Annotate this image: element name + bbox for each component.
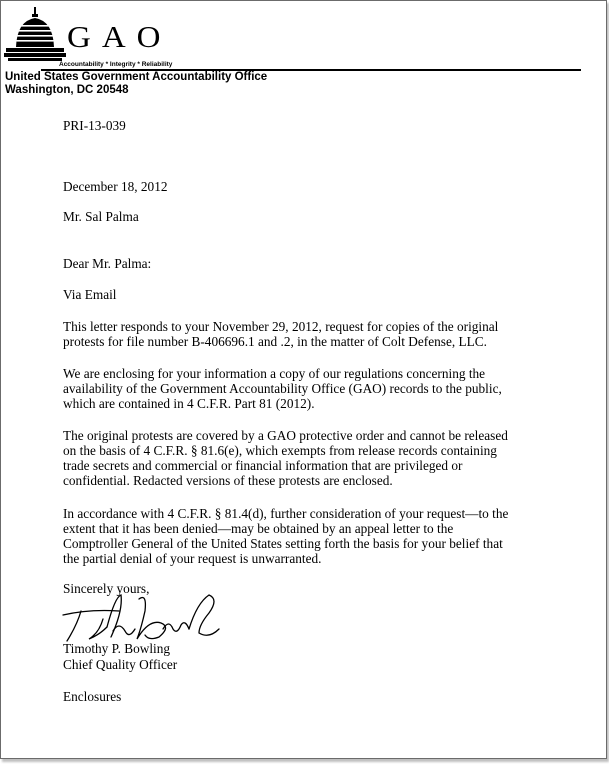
reference-number: PRI-13-039	[63, 118, 126, 133]
paragraph-line: Comptroller General of the United States setting forth the basis for your belief that	[63, 536, 503, 551]
salutation: Dear Mr. Palma:	[63, 256, 152, 271]
agency-address: Washington, DC 20548	[5, 84, 129, 96]
paragraph-line: The original protests are covered by a GAO protective order and cannot be released	[63, 428, 508, 443]
agency-name: United States Government Accountability Office	[5, 71, 268, 83]
paragraph-line: the partial denial of your request is unwarranted.	[63, 551, 322, 566]
signer-name: Timothy P. Bowling	[63, 641, 171, 656]
signer-title: Chief Quality Officer	[63, 657, 178, 672]
handwritten-signature	[59, 589, 229, 649]
paragraph-line: on the basis of 4 C.F.R. § 81.6(e), which exempts from release records containing	[63, 443, 497, 458]
paragraph-line: protests for file number B-406696.1 and .2, in the matter of Colt Defense, LLC.	[63, 334, 487, 349]
paragraph-regulations	[63, 366, 583, 411]
recipient-name: Mr. Sal Palma	[63, 209, 139, 224]
closing: Sincerely yours,	[63, 581, 150, 596]
capitol-dome-icon	[4, 5, 66, 65]
paragraph-request	[63, 319, 583, 349]
delivery-method: Via Email	[63, 287, 117, 302]
paragraph-line: trade secrets and commercial or financial information that are privileged or	[63, 458, 463, 473]
logo-abbreviation: GAO	[67, 21, 172, 55]
paragraph-line: availability of the Government Accountability Office (GAO) records to the public,	[63, 381, 502, 396]
logo-tagline: Accountability * Integrity * Reliability	[59, 61, 173, 68]
paragraph-line: extent that it has been denied—may be obtained by an appeal letter to the	[63, 521, 454, 536]
paragraph-line: We are enclosing for your information a copy of our regulations concerning the	[63, 366, 486, 381]
paragraph-line: which are contained in 4 C.F.R. Part 81 (2012).	[63, 396, 315, 411]
enclosures-note: Enclosures	[63, 689, 122, 704]
paragraph-appeal	[63, 506, 583, 566]
gao-logo	[4, 5, 173, 68]
paragraph-line: In accordance with 4 C.F.R. § 81.4(d), further consideration of your request—to the	[63, 506, 509, 521]
paragraph-line: confidential. Redacted versions of these protests are enclosed.	[63, 473, 393, 488]
letter-date: December 18, 2012	[63, 179, 168, 194]
paragraph-protective-order	[63, 428, 583, 488]
paragraph-line: This letter responds to your November 29, 2012, request for copies of the original	[63, 319, 499, 334]
